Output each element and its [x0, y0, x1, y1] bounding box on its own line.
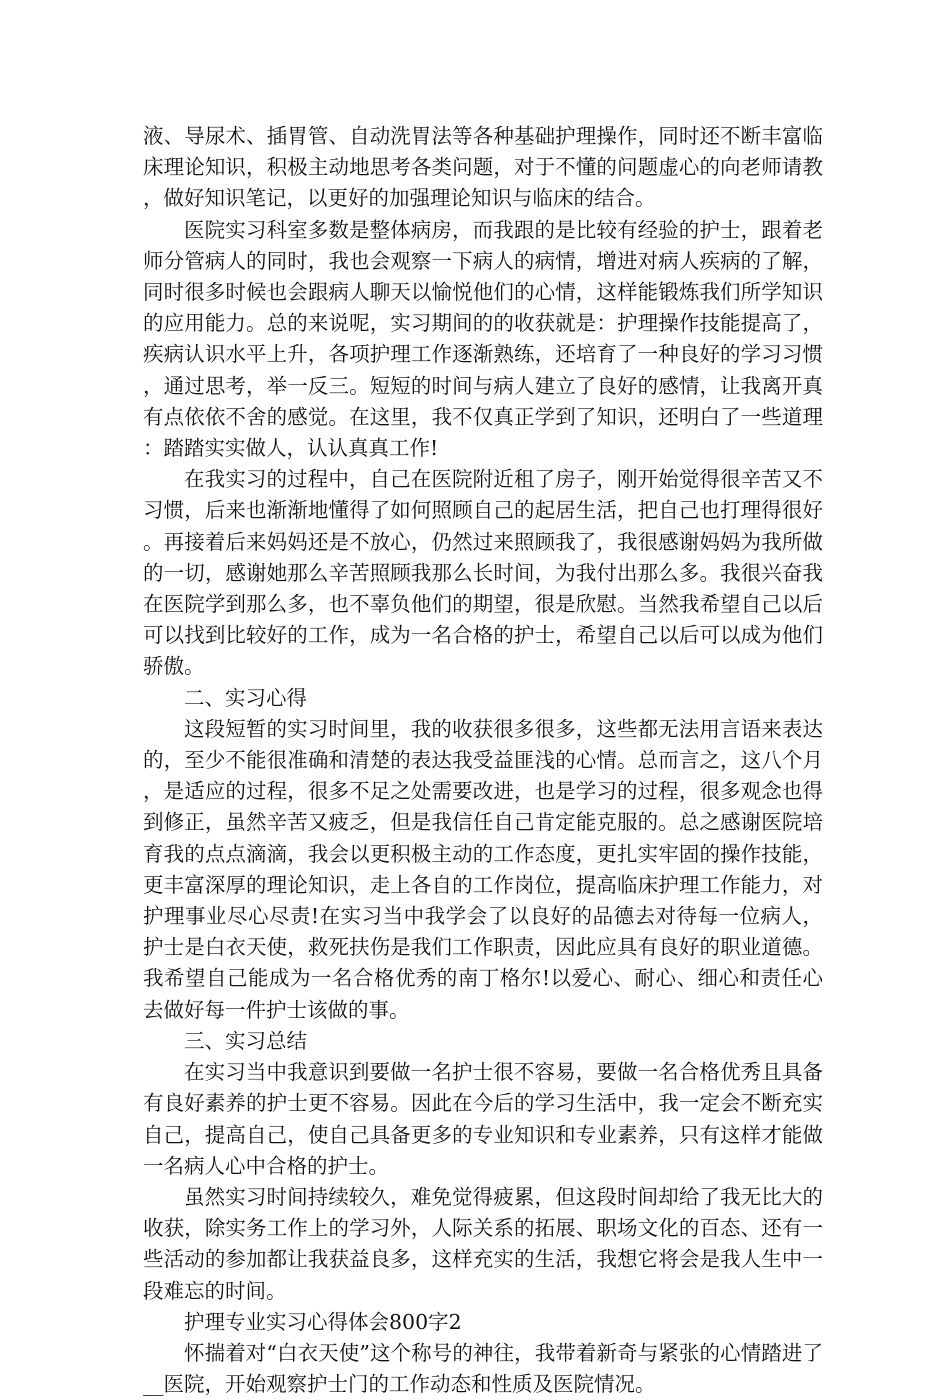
paragraph-ward-practice: 医院实习科室多数是整体病房，而我跟的是比较有经验的护士，跟着老师分管病人的同时，我也会观察一下病人的病情，增进对病人疾病的了解，同时很多时候也会跟病人聊天以愉悦他们的心情，这样能锻炼我们所学知识的应用能力。总的来说呢，实习期间的的收获就是：护理操作技能提高了，疾病认识水平上升，各项护理工作逐渐熟练，还培育了一种良好的学习习惯，通过思考，举一反三。短短的时间与病人建立了良好的感情，让我离开真有点依依不舍的感觉。在这里，我不仅真正学到了知识，还明白了一些道理：踏踏实实做人，认认真真工作!: [143, 217, 823, 461]
paragraph-continuation: 液、导尿术、插胃管、自动洗胃法等各种基础护理操作，同时还不断丰富临床理论知识，积极主动地思考各类问题，对于不懂的问题虚心的向老师请教，做好知识笔记，以更好的加强理论知识与临床的结合。: [143, 124, 823, 211]
paragraph-opening: 怀揣着对“白衣天使”这个称号的神往，我带着新奇与紧张的心情踏进了__医院，开始观察护士门的工作动态和性质及医院情况。: [143, 1340, 823, 1397]
paragraph-insights: 这段短暂的实习时间里，我的收获很多很多，这些都无法用言语来表达的，至少不能很准确和清楚的表达我受益匪浅的心情。总而言之，这八个月，是适应的过程，很多不足之处需要改进，也是学习的过程，很多观念也得到修正，虽然辛苦又疲乏，但是我信任自己肯定能克服的。总之感谢医院培育我的点点滴滴，我会以更积极主动的工作态度，更扎实牢固的操作技能，更丰富深厚的理论知识，走上各自的工作岗位，提高临床护理工作能力，对护理事业尽心尽责!在实习当中我学会了以良好的品德去对待每一位病人，护士是白衣天使，救死扶伤是我们工作职责，因此应具有良好的职业道德。我希望自己能成为一名合格优秀的南丁格尔!以爱心、耐心、细心和责任心去做好每一件护士该做的事。: [143, 716, 823, 1022]
paragraph-living-experience: 在我实习的过程中，自己在医院附近租了房子，刚开始觉得很辛苦又不习惯，后来也渐渐地懂得了如何照顾自己的起居生活，把自己也打理得很好。再接着后来妈妈还是不放心，仍然过来照顾我了，我很感谢妈妈为我所做的一切，感谢她那么辛苦照顾我那么长时间，为我付出那么多。我很兴奋我在医院学到那么多，也不辜负他们的期望，很是欣慰。当然我希望自己以后可以找到比较好的工作，成为一名合格的护士，希望自己以后可以成为他们骄傲。: [143, 467, 823, 679]
paragraph-summary: 在实习当中我意识到要做一名护士很不容易，要做一名合格优秀且具备有良好素养的护士更不容易。因此在今后的学习生活中，我一定会不断充实自己，提高自己，使自己具备更多的专业知识和专业素养，只有这样才能做一名病人心中合格的护士。: [143, 1060, 823, 1178]
section-heading-internship-insights: 二、实习心得: [184, 685, 307, 710]
paragraph-gains: 虽然实习时间持续较久，难免觉得疲累，但这段时间却给了我无比大的收获，除实务工作上的学习外，人际关系的拓展、职场文化的百态、还有一些活动的参加都让我获益良多，这样充实的生活，我想它将会是我人生中一段难忘的时间。: [143, 1184, 823, 1303]
document-page: [143, 121, 823, 1400]
article-title: 护理专业实习心得体会800字2: [184, 1309, 462, 1334]
section-heading-internship-summary: 三、实习总结: [184, 1028, 307, 1053]
